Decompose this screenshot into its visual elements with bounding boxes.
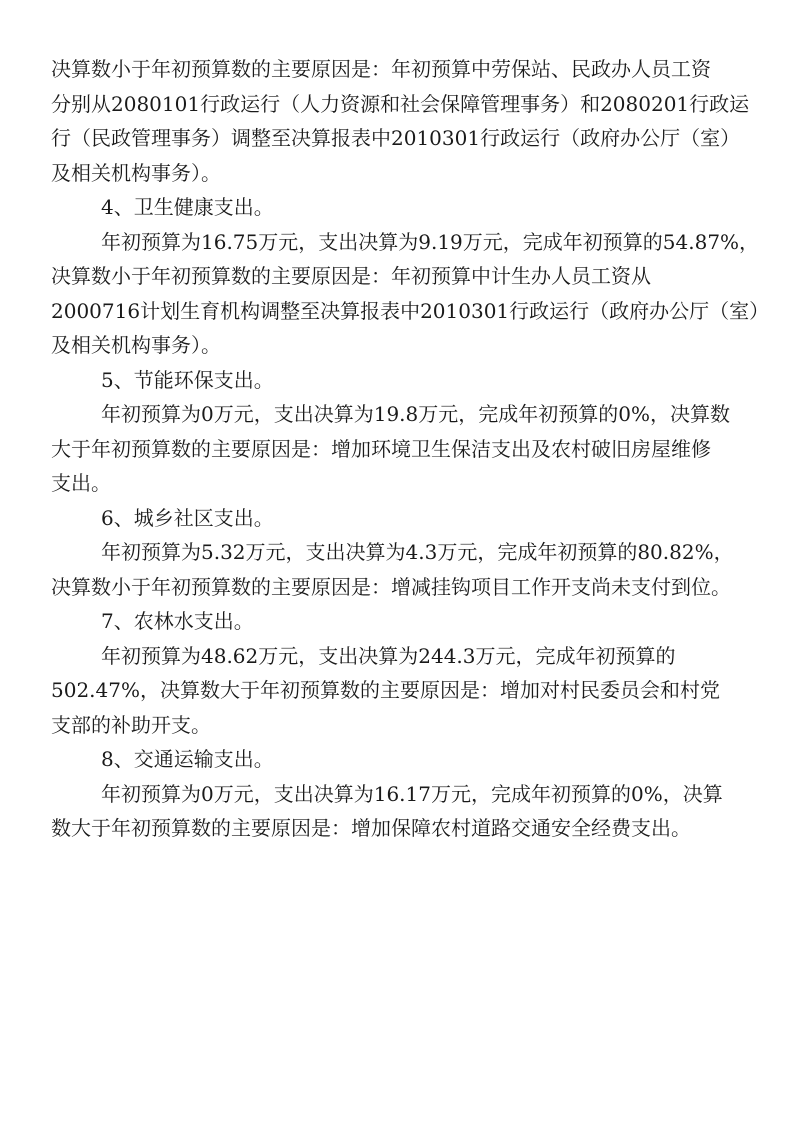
- paragraph-line: 年初预算为0万元，支出决算为19.8万元，完成年初预算的0%，决算数: [101, 402, 730, 426]
- paragraph-line: 及相关机构事务）。: [51, 333, 221, 357]
- document-body: [51, 52, 770, 846]
- paragraph-line: 决算数小于年初预算数的主要原因是：增减挂钩项目工作开支尚未支付到位。: [51, 574, 731, 599]
- section-heading-environment: 5、节能环保支出。: [101, 367, 274, 392]
- paragraph-line: 502.47%，决算数大于年初预算数的主要原因是：增加对村民委员会和村党: [51, 678, 720, 702]
- paragraph-line: 决算数小于年初预算数的主要原因是：年初预算中劳保站、民政办人员工资: [51, 57, 711, 81]
- paragraph-line: 及相关机构事务）。: [51, 160, 221, 185]
- paragraph-line: 大于年初预算数的主要原因是：增加环境卫生保洁支出及农村破旧房屋维修: [51, 436, 711, 461]
- paragraph-line: 决算数小于年初预算数的主要原因是：年初预算中计生办人员工资从: [51, 264, 651, 288]
- section-heading-health: 4、卫生健康支出。: [101, 195, 274, 219]
- paragraph-line: 2000716计划生育机构调整至决算报表中2010301行政运行（政府办公厅（室）: [51, 298, 770, 323]
- paragraph-line: 年初预算为0万元，支出决算为16.17万元，完成年初预算的0%，决算: [101, 781, 723, 806]
- paragraph-line: 支出。: [51, 471, 111, 495]
- paragraph-line: 数大于年初预算数的主要原因是：增加保障农村道路交通安全经费支出。: [51, 816, 691, 840]
- paragraph-line: 年初预算为48.62万元，支出决算为244.3万元，完成年初预算的: [101, 643, 676, 668]
- paragraph-line: 年初预算为5.32万元，支出决算为4.3万元，完成年初预算的80.82%，: [101, 540, 734, 564]
- section-heading-agriculture: 7、农林水支出。: [101, 609, 254, 633]
- section-heading-transport: 8、交通运输支出。: [101, 747, 274, 771]
- section-heading-community: 6、城乡社区支出。: [101, 505, 274, 530]
- paragraph-line: 行（民政管理事务）调整至决算报表中2010301行政运行（政府办公厅（室）: [51, 126, 741, 150]
- paragraph-line: 分别从2080101行政运行（人力资源和社会保障管理事务）和2080201行政运: [51, 91, 750, 116]
- paragraph-line: 支部的补助开支。: [51, 712, 211, 737]
- paragraph-line: 年初预算为16.75万元，支出决算为9.19万元，完成年初预算的54.87%，: [101, 229, 760, 254]
